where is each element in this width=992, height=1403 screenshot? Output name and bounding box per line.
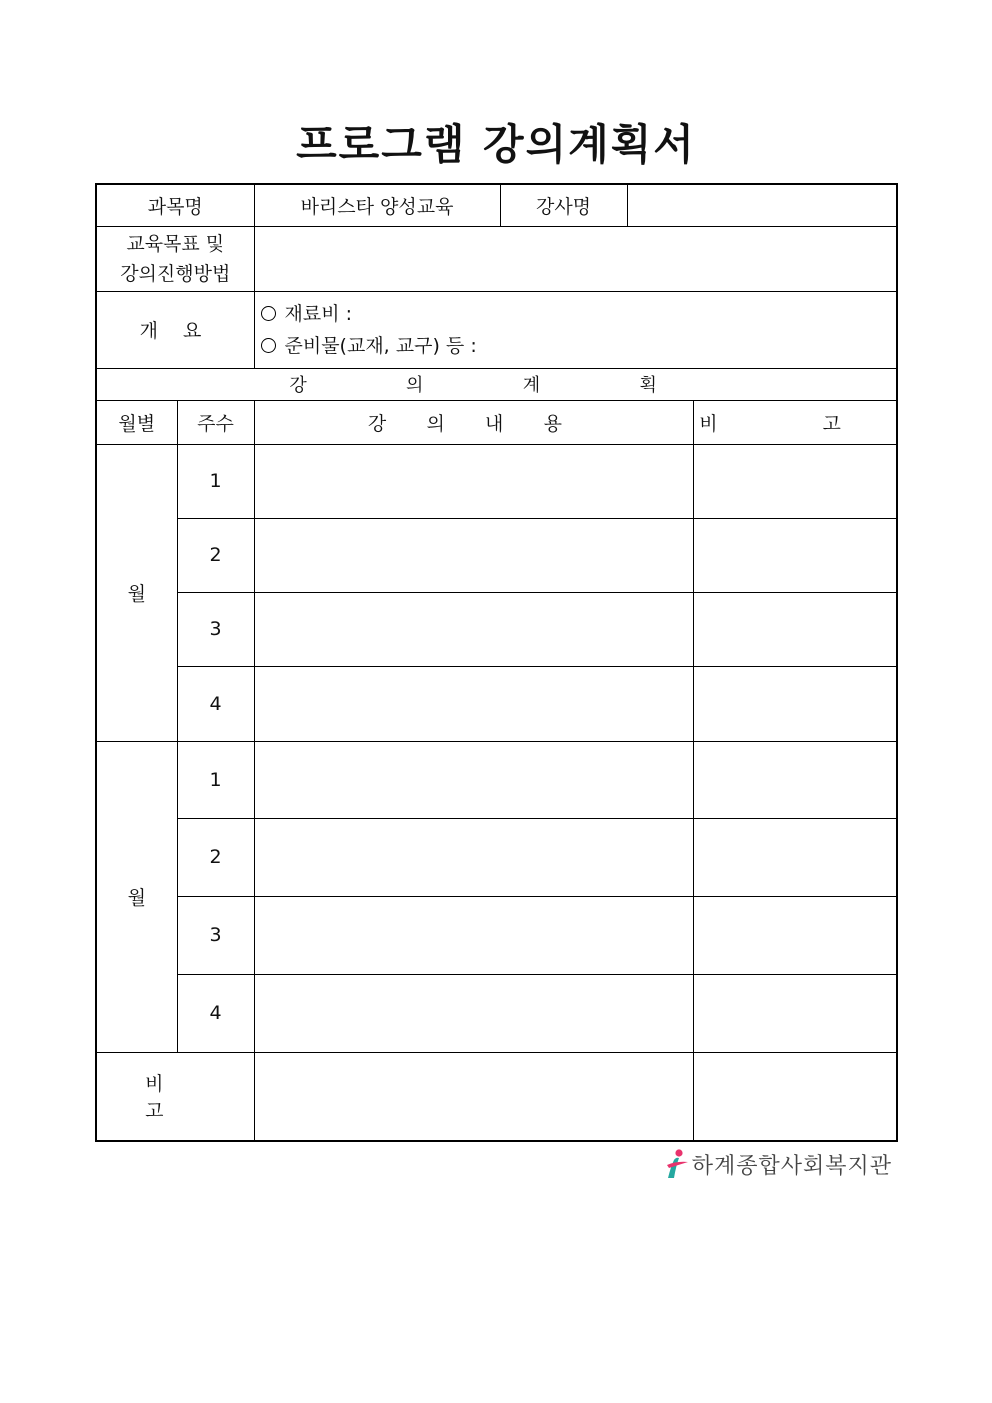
- col-month-header: 월별: [96, 400, 177, 444]
- remarks-cell[interactable]: [693, 592, 897, 666]
- week-number: 2: [177, 518, 254, 592]
- overview-option-material-cost: 재료비 :: [261, 298, 897, 330]
- goals-label: [96, 226, 254, 291]
- week-number: 3: [177, 896, 254, 974]
- lecture-content-cell[interactable]: [254, 666, 693, 741]
- lecture-plan-form: [95, 183, 898, 1142]
- col-content-header: 강 의 내 용: [254, 400, 693, 444]
- remarks-footer-extra[interactable]: [693, 1052, 897, 1141]
- goals-label-line1: 교육목표 및: [126, 232, 225, 255]
- lecture-content-cell[interactable]: [254, 974, 693, 1052]
- month-1-label[interactable]: 월: [96, 444, 177, 741]
- remarks-cell[interactable]: [693, 896, 897, 974]
- radio-circle-icon: [261, 306, 276, 321]
- col-week-header: 주수: [177, 400, 254, 444]
- instructor-value[interactable]: [627, 184, 897, 226]
- organization-name: 하계종합사회복지관: [691, 1153, 892, 1179]
- remarks-cell[interactable]: [693, 444, 897, 518]
- lecture-content-cell[interactable]: [254, 818, 693, 896]
- remarks-cell[interactable]: [693, 974, 897, 1052]
- page-title: 프로그램 강의계획서: [296, 120, 696, 169]
- plan-section-title: 강 의 계 획: [96, 368, 897, 400]
- remarks-cell[interactable]: [693, 818, 897, 896]
- lecture-content-cell[interactable]: [254, 592, 693, 666]
- week-number: 3: [177, 592, 254, 666]
- month-2-label[interactable]: 월: [96, 741, 177, 1052]
- lecture-content-cell[interactable]: [254, 444, 693, 518]
- subject-value[interactable]: 바리스타 양성교육: [254, 184, 500, 226]
- subject-label: 과목명: [96, 184, 254, 226]
- organization-footer: [664, 1148, 892, 1180]
- overview-value[interactable]: [254, 291, 897, 368]
- week-number: 1: [177, 741, 254, 818]
- instructor-label: 강사명: [500, 184, 627, 226]
- overview-option-supplies: 준비물(교재, 교구) 등 :: [261, 330, 897, 362]
- col-remarks-header: 비 고: [693, 400, 897, 444]
- remarks-cell[interactable]: [693, 666, 897, 741]
- remarks-cell[interactable]: [693, 518, 897, 592]
- lecture-content-cell[interactable]: [254, 741, 693, 818]
- week-number: 2: [177, 818, 254, 896]
- remarks-footer-label: 비 고: [96, 1052, 254, 1141]
- week-number: 4: [177, 974, 254, 1052]
- remarks-cell[interactable]: [693, 741, 897, 818]
- lecture-content-cell[interactable]: [254, 896, 693, 974]
- week-number: 4: [177, 666, 254, 741]
- overview-label: 개 요: [96, 291, 254, 368]
- goals-label-line2: 강의진행방법: [120, 262, 231, 285]
- radio-circle-icon: [261, 338, 276, 353]
- lecture-content-cell[interactable]: [254, 518, 693, 592]
- week-number: 1: [177, 444, 254, 518]
- goals-value[interactable]: [254, 226, 897, 291]
- remarks-footer-content[interactable]: [254, 1052, 693, 1141]
- hagye-logo-icon: [664, 1148, 690, 1180]
